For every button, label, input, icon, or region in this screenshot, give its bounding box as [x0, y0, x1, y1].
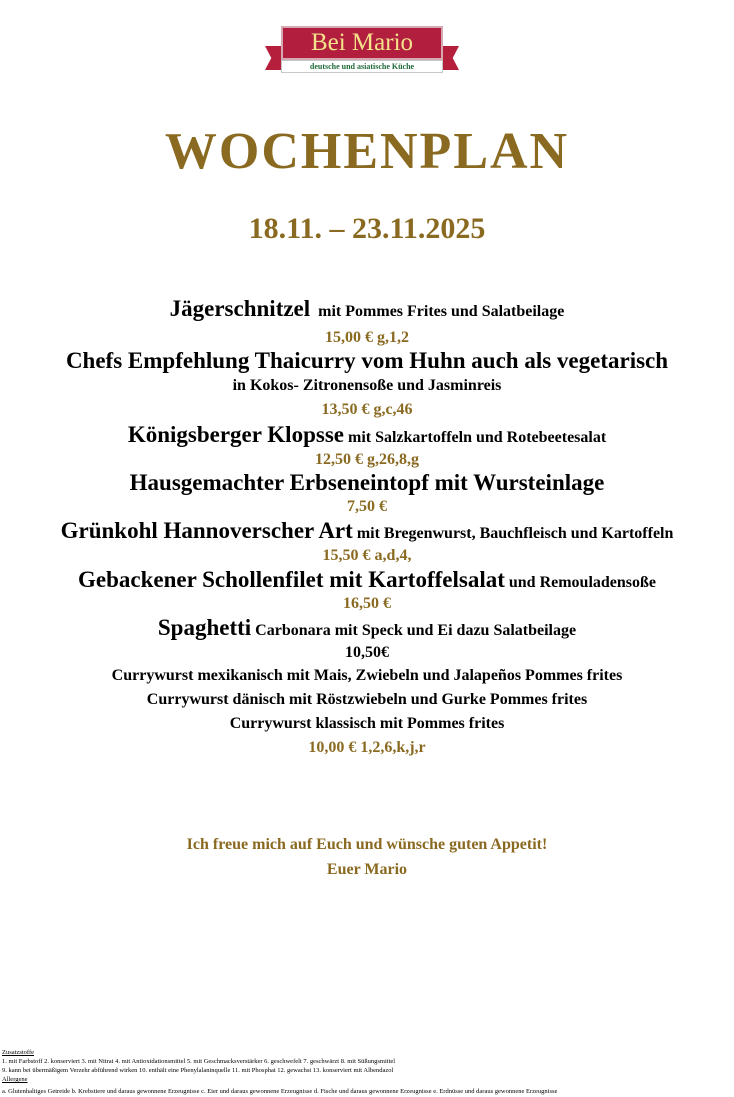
- dish-4-name: Hausgemachter Erbseneintopf mit Wursteinlage: [129, 470, 605, 495]
- dish-2-price: 13,50 € g,c,46: [321, 401, 413, 418]
- dish-6-desc: und Remouladensoße: [508, 574, 657, 591]
- dish-5-price: 15,50 € a,d,4,: [322, 547, 412, 564]
- dish-7-price: 10,50€: [345, 644, 389, 661]
- currywurst-klassisch: Currywurst klassisch mit Pommes frites: [229, 715, 505, 732]
- currywurst-mexikanisch: Currywurst mexikanisch mit Mais, Zwiebeln und Jalapeños Pommes frites: [111, 667, 623, 684]
- dish-1: [0, 296, 734, 322]
- dish-1-price: 15,00 € g,1,2: [325, 329, 409, 346]
- dish-4-price: 7,50 €: [347, 498, 387, 515]
- dish-3-name: Königsberger Klopsse: [127, 422, 344, 447]
- dish-3: [0, 422, 734, 448]
- dish-3-desc: mit Salzkartoffeln und Rotebeetesalat: [347, 429, 607, 446]
- dish-1-name: Jägerschnitzel: [169, 296, 311, 321]
- currywurst-price: 10,00 € 1,2,6,k,j,r: [308, 739, 426, 756]
- dish-5-name: Grünkohl Hannoverscher Art: [60, 518, 353, 543]
- dish-5: [0, 518, 734, 544]
- footnote-heading-additives: Zusatzstoffe: [2, 1049, 35, 1056]
- dish-1-desc: mit Pommes Frites und Salatbeilage: [318, 303, 565, 320]
- footnote-additives-1: 1. mit Farbstoff 2. konserviert 3. mit Nitrat 4. mit Antioxidationsmittel 5. mit Geschmacksverstärker 6. geschwefelt 7. geschwärzt 8. mit Süßungsmittel: [2, 1058, 396, 1065]
- bei-mario-logo: [265, 26, 459, 74]
- footnote-allergens-1: a. Glutenhaltiges Getreide b. Krebstiere und daraus gewonnene Erzeugnisse c. Eier und daraus gewonnene Erzeugnisse d. Fische und daraus gewonnene Erzeugnisse e. Erdnüsse und daraus gewonnene Erzeugnisse: [2, 1088, 558, 1095]
- ribbon-right: [441, 46, 459, 70]
- date-range: 18.11. – 23.11.2025: [248, 212, 486, 245]
- dish-2-desc: in Kokos- Zitronensoße und Jasminreis: [232, 377, 502, 394]
- logo-tagline: deutsche und asiatische Küche: [281, 60, 443, 73]
- dish-3-price: 12,50 € g,26,8,g: [315, 451, 419, 468]
- logo-plate: [281, 26, 443, 60]
- dish-6-price: 16,50 €: [343, 595, 391, 612]
- currywurst-daenisch: Currywurst dänisch mit Röstzwiebeln und Gurke Pommes frites: [146, 691, 588, 708]
- dish-5-desc: mit Bregenwurst, Bauchfleisch und Kartoffeln: [356, 525, 674, 542]
- dish-2-name: Chefs Empfehlung Thaicurry vom Huhn auch als vegetarisch: [65, 348, 669, 373]
- dish-7-desc: Carbonara mit Speck und Ei dazu Salatbeilage: [255, 622, 577, 639]
- dish-6-name: Gebackener Schollenfilet mit Kartoffelsalat: [77, 567, 505, 592]
- dish-6: [0, 567, 734, 593]
- page-title: WOCHENPLAN: [164, 123, 570, 180]
- dish-7-name: Spaghetti: [157, 615, 252, 640]
- footnote-heading-allergens: Allergene: [2, 1076, 28, 1083]
- closing-line-1: Ich freue mich auf Euch und wünsche guten Appetit!: [186, 836, 548, 853]
- footnote-additives-2: 9. kann bei übermäßigem Verzehr abführend wirken 10. enthält eine Phenylalaninquelle 11. mit Phosphat 12. gewachst 13. konserviert mit Albendazol: [2, 1067, 394, 1074]
- logo-brand: Bei Mario: [310, 29, 414, 56]
- closing-signature: Euer Mario: [326, 861, 408, 878]
- dish-7: [0, 615, 734, 641]
